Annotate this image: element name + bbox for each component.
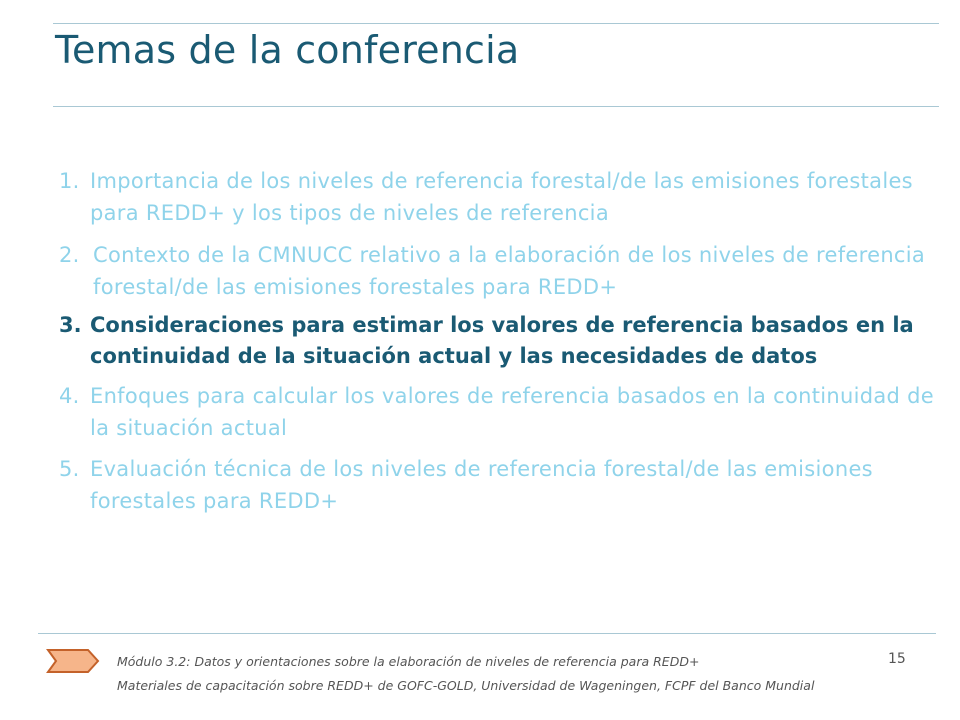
agenda-item-text: Enfoques para calcular los valores de referencia basados en la continuidad de la situación actual: [90, 384, 934, 440]
page-title: Temas de la conferencia: [55, 28, 520, 72]
agenda-item-5: [59, 453, 939, 517]
agenda-item-text: Contexto de la CMNUCC relativo a la elaboración de los niveles de referencia forestal/de las emisiones forestales para REDD+: [93, 243, 926, 299]
footer-credits-text: Materiales de capacitación sobre REDD+ de GOFC-GOLD, Universidad de Wageningen, FCPF del Banco Mundial: [117, 678, 815, 693]
footer-divider: [38, 633, 936, 634]
agenda-item-number: 2.: [59, 243, 80, 267]
agenda-item-text: Consideraciones para estimar los valores de referencia basados en la continuidad de la situación actual y las necesidades de datos: [90, 313, 914, 368]
agenda-item-3-current: [59, 310, 939, 372]
agenda-item-number: 3.: [59, 313, 82, 337]
title-divider: [53, 106, 939, 107]
agenda-item-2: [59, 239, 939, 303]
agenda-item-text: Evaluación técnica de los niveles de referencia forestal/de las emisiones forestales para REDD+: [90, 457, 873, 513]
agenda-item-number: 4.: [59, 384, 80, 408]
top-rule: [53, 23, 939, 24]
page-number: 15: [888, 651, 906, 667]
agenda-item-text: Importancia de los niveles de referencia forestal/de las emisiones forestales para REDD+ y los tipos de niveles de referencia: [90, 169, 913, 225]
agenda-item-number: 5.: [59, 457, 80, 481]
agenda-item-1: [59, 165, 939, 229]
agenda-list: [59, 165, 939, 517]
footer-module-text: Módulo 3.2: Datos y orientaciones sobre la elaboración de niveles de referencia para REDD+: [117, 654, 700, 669]
agenda-item-number: 1.: [59, 169, 80, 193]
agenda-item-4: [59, 380, 939, 444]
arrow-tag-icon: [46, 648, 100, 674]
